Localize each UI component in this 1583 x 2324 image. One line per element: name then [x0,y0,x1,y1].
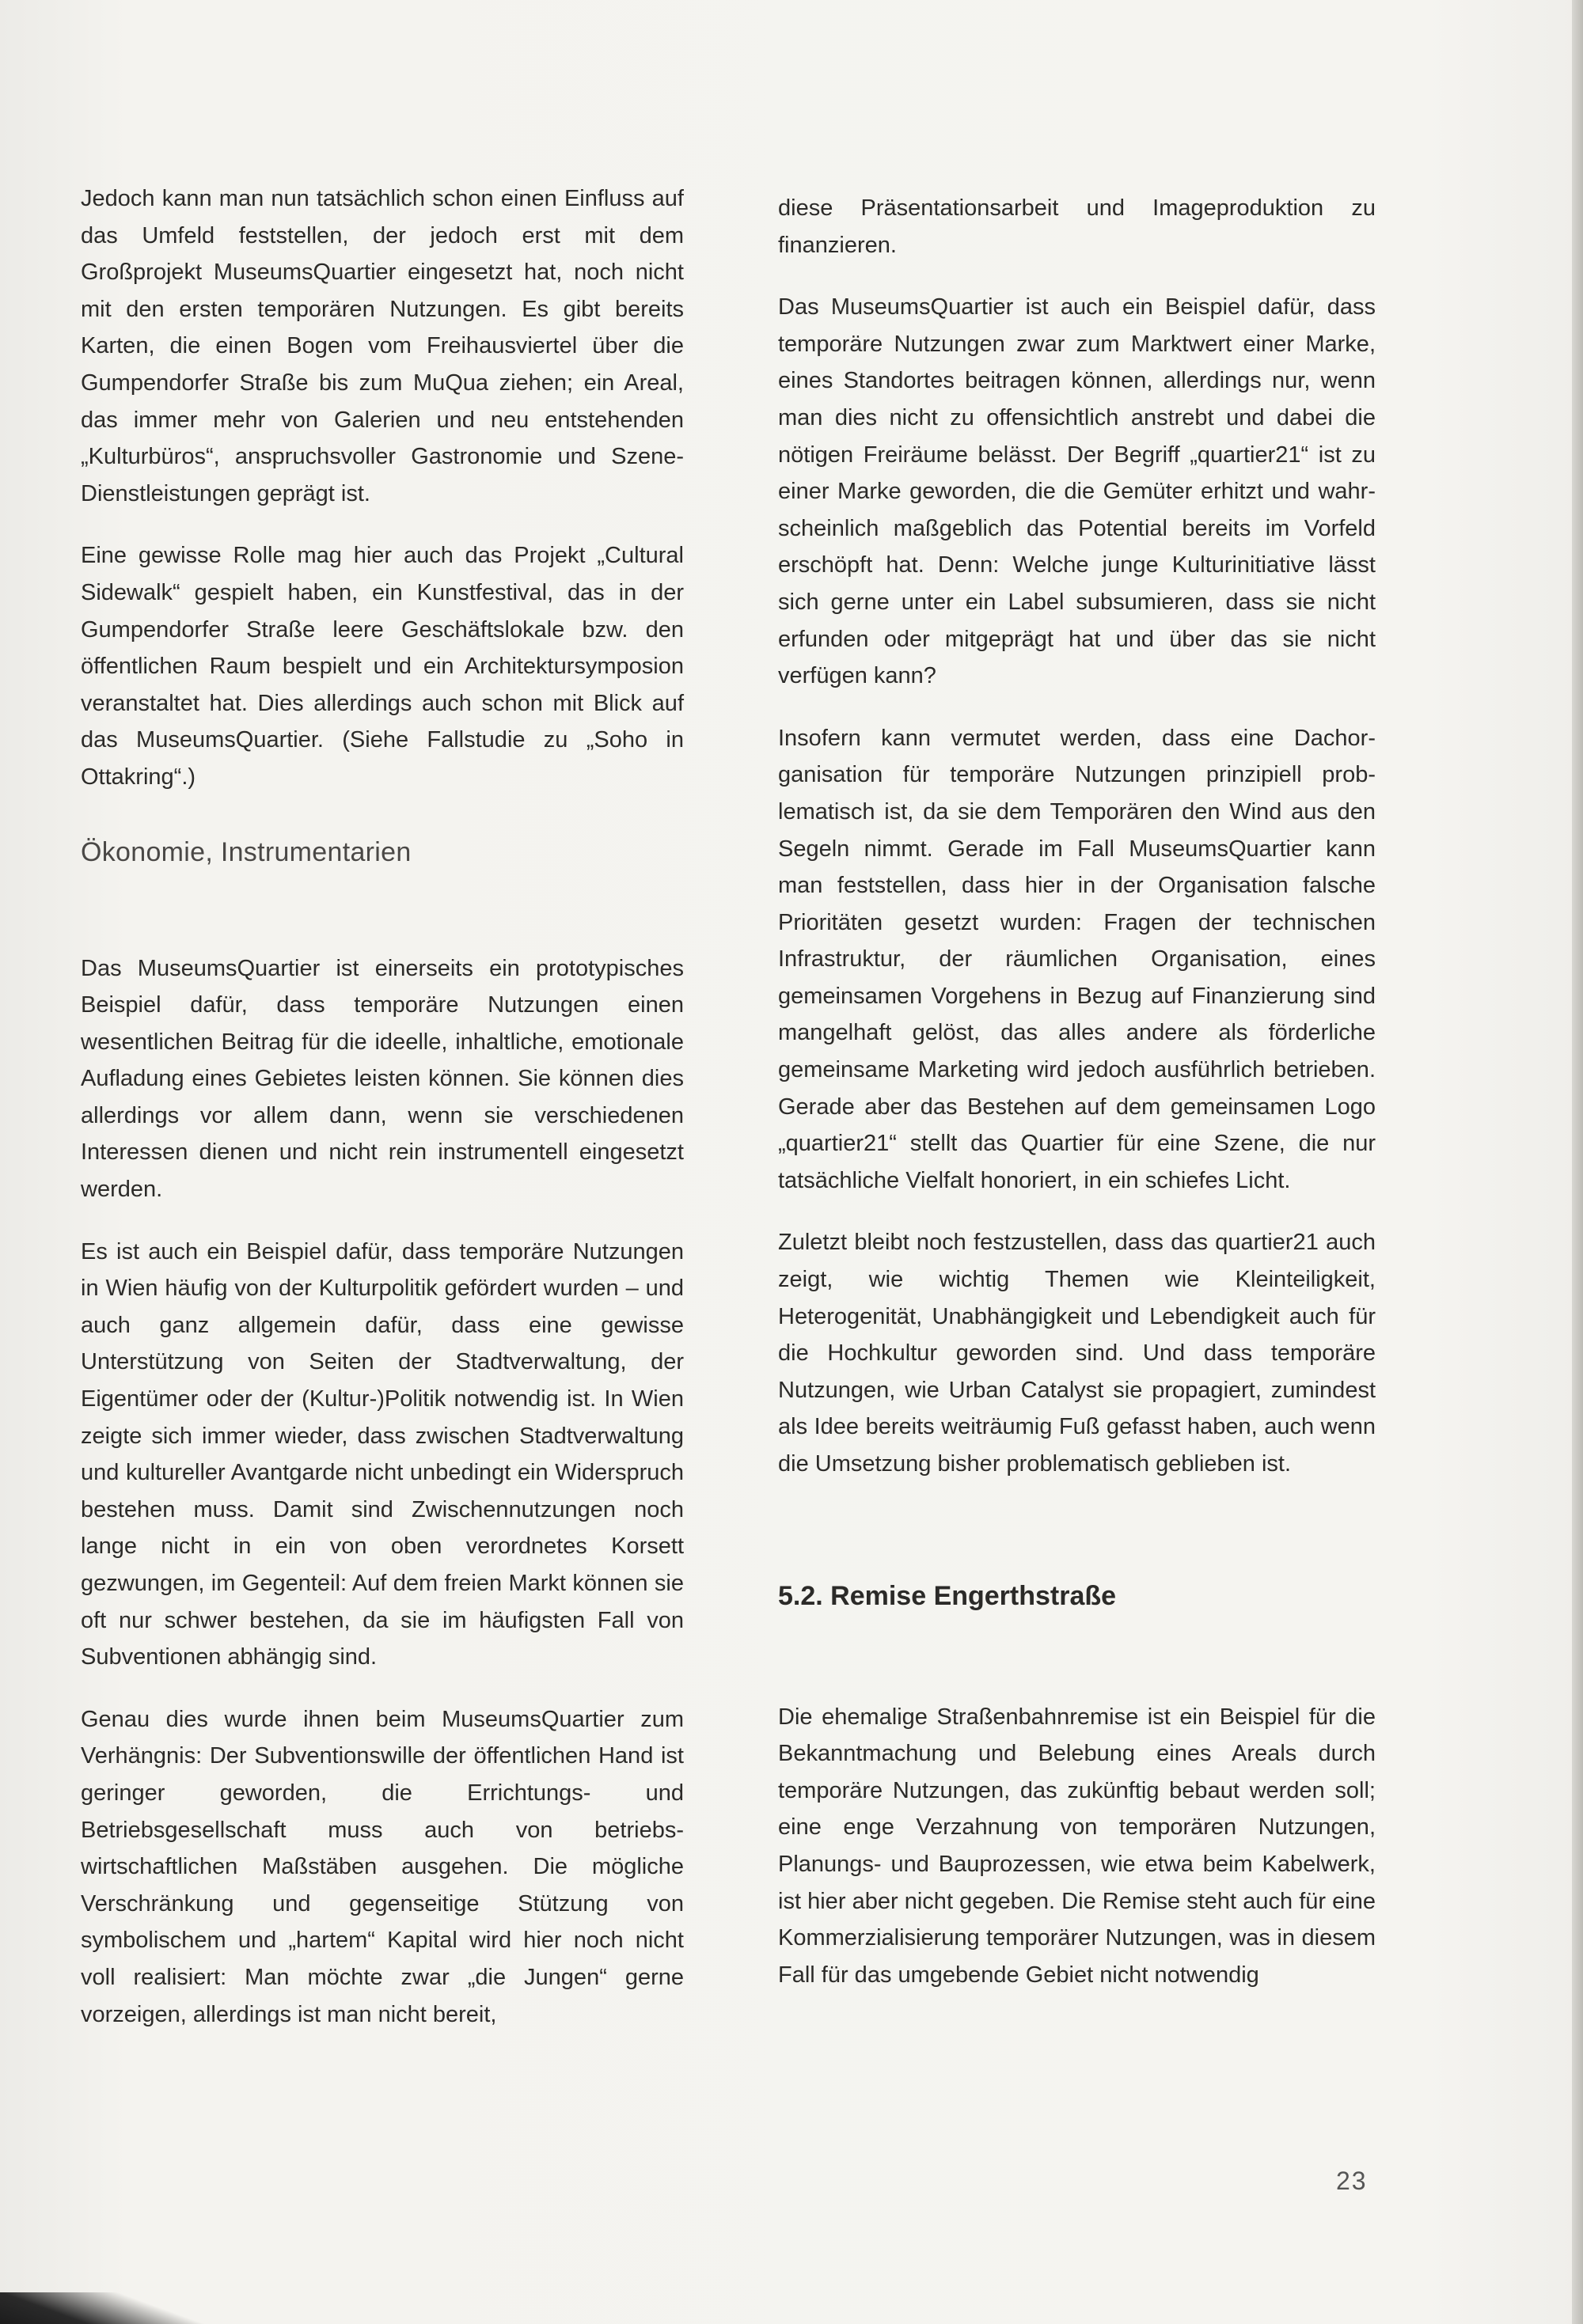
paragraph: Das MuseumsQuartier ist einerseits ein prototypisches Beispiel dafür, dass temporäre Nutzungen einen wesentlichen Beitrag für die ideelle, inhaltliche, emotionale Aufladung eines Gebietes leisten können. Sie können dies allerdings vor allem dann, wenn sie verschiedenen Interessen dienen und nicht rein instrumentell eingesetzt werden. [81,955,684,1203]
left-column [81,180,684,2058]
page-edge [1572,0,1583,2324]
paragraph: Genau dies wurde ihnen beim MuseumsQuartier zum Verhängnis: Der Subventionswille der öffentlichen Hand ist geringer geworden, die Errichtungs- und Betriebsgesellschaft muss auch von betriebswirtschaftlichen Maßstäben ausgehen. Die mögliche Verschränkung und gegenseitige Stützung von symbolischem und „hartem“ Kapital wird hier noch nicht voll realisiert: Man möchte zwar „die Jungen“ gerne vorzeigen, allerdings ist man nicht bereit, [81,1706,684,2027]
chapter-heading: 5.2. Remise Engerthstraße [778,1580,1117,1611]
paragraph: Eine gewisse Rolle mag hier auch das Projekt „Cultural Sidewalk“ gespielt haben, ein Kunstfestival, das in der Gumpendorfer Straße leere Geschäftslokale bzw. den öffentlichen Raum bespielt und ein Architektursymposion veranstaltet hat. Dies allerdings auch schon mit Blick auf das MuseumsQuartier. (Siehe Fallstudie zu „Soho in Ottakring“.) [81,543,684,790]
paragraph: Jedoch kann man nun tatsächlich schon einen Einfluss auf das Umfeld feststellen, der jedoch erst mit dem Großprojekt MuseumsQuartier eingesetzt hat, noch nicht mit den ersten temporären Nutzungen. Es gibt bereits Karten, die einen Bogen vom Freihausviertel über die Gumpendorfer Straße bis zum MuQua ziehen; ein Areal, das immer mehr von Galerien und neu entstehenden „Kulturbüros“, anspruchsvoller Gastronomie und Szene-Dienstleistungen geprägt ist. [81,186,684,506]
page-number: 23 [1336,2167,1368,2195]
paragraph: Es ist auch ein Beispiel dafür, dass temporäre Nutzungen in Wien häufig von der Kulturpolitik gefördert wurden – und auch ganz allgemein dafür, dass eine gewisse Unterstützung von Seiten der Stadtverwaltung, der Eigentümer oder der (Kultur-)Politik notwendig ist. In Wien zeigte sich immer wieder, dass zwischen Stadtverwaltung und kultureller Avantgarde nicht unbedingt ein Widerspruch bestehen muss. Damit sind Zwischennutzungen noch lange nicht in ein von oben verordnetes Korsett gezwungen, im Gegenteil: Auf dem freien Markt können sie oft nur schwer bestehen, da sie im häufigsten Fall von Subventionen abhängig sind. [81,1238,684,1670]
paragraph: Das MuseumsQuartier ist auch ein Beispiel dafür, dass temporäre Nutzungen zwar zum Marktwert einer Marke, eines Standortes beitragen können, allerdings nur, wenn man dies nicht zu offensichtlich anstrebt und dabei die nötigen Freiräume belässt. Der Begriff „quartier21“ ist zu einer Marke geworden, die die Gemüter erhitzt und wahrscheinlich maßgeblich das Potential bereits im Vorfeld erschöpft hat. Denn: Welche junge Kulturinitiative lässt sich gerne unter ein Label subsumieren, dass sie nicht erfunden oder mitgeprägt hat und über das sie nicht verfügen kann? [778,294,1376,689]
section-heading: Ökonomie, Instrumentarien [81,836,412,867]
right-column [778,190,1376,2019]
paragraph: Die ehemalige Straßenbahnremise ist ein Beispiel für die Bekanntmachung und Belebung eines Areals durch temporäre Nutzungen, das zukünftig bebaut werden soll; eine enge Verzahnung von temporären Nutzungen, Planungs- und Bauprozessen, wie etwa beim Kabelwerk, ist hier aber nicht gegeben. Die Remise steht auch für eine Kommerzialisierung temporärer Nutzungen, was in diesem Fall für das umgebende Gebiet nicht notwendig [778,1704,1376,1988]
scan-corner-shadow [0,2292,206,2324]
paragraph: Zuletzt bleibt noch festzustellen, dass das quartier21 auch zeigt, wie wichtig Themen wie Kleinteiligkeit, Heterogenität, Unabhängigkeit und Lebendigkeit auch für die Hochkultur geworden sind. Und dass temporäre Nutzungen, wie Urban Catalyst sie propagiert, zumindest als Idee bereits weiträumig Fuß gefasst haben, auch wenn die Umsetzung bisher problematisch geblieben ist. [778,1230,1376,1477]
paragraph: Insofern kann vermutet werden, dass eine Dachorganisation für temporäre Nutzungen prinzipiell problematisch ist, da sie dem Temporären den Wind aus den Segeln nimmt. Gerade im Fall MuseumsQuartier kann man feststellen, dass hier in der Organisation falsche Prioritäten gesetzt wurden: Fragen der technischen Infrastruktur, der räumlichen Organisation, eines gemeinsamen Vorgehens in Bezug auf Finanzierung sind mangelhaft gelöst, das alles andere als förderliche gemeinsame Marketing wird jedoch ausführlich betrieben. Gerade aber das Bestehen auf dem gemeinsamen Logo „quartier21“ stellt das Quartier für eine Szene, die nur tatsächliche Vielfalt honoriert, in ein schiefes Licht. [778,725,1376,1193]
paragraph: diese Präsentationsarbeit und Imageproduktion zu finanzieren. [778,195,1376,258]
